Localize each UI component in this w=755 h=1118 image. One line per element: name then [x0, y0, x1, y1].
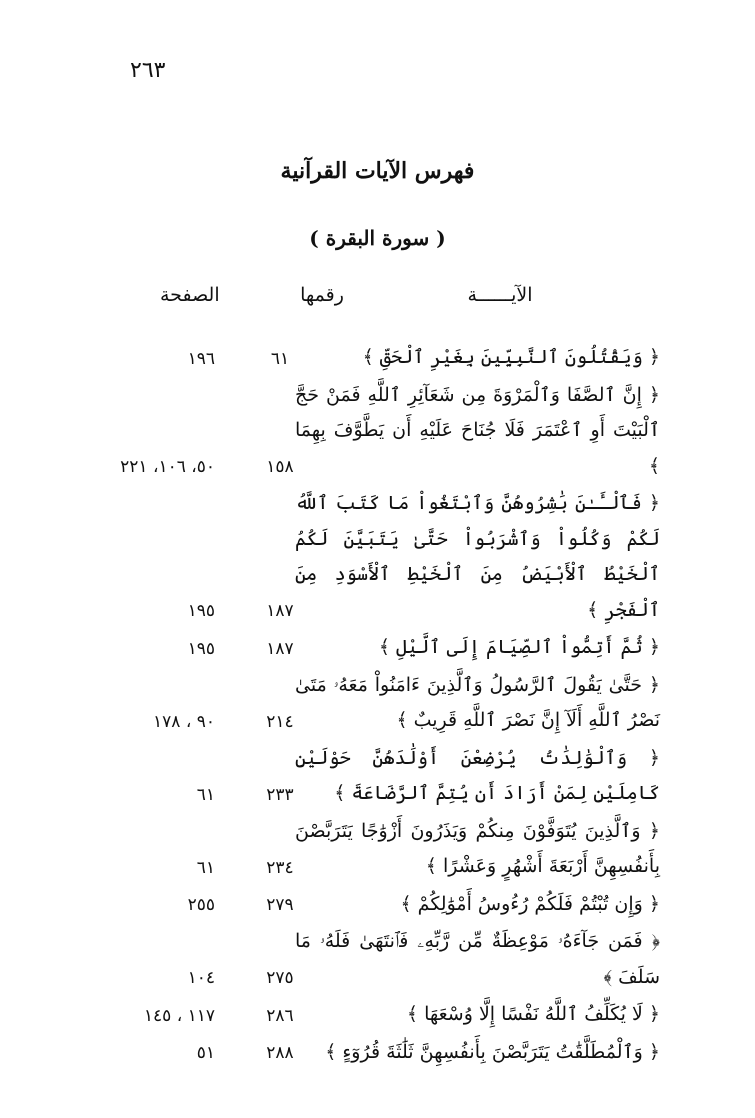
column-header-number: رقمها	[300, 284, 344, 306]
index-entry	[100, 997, 660, 1033]
verse-number: ٢٧٩	[266, 895, 294, 915]
index-entry	[100, 924, 660, 995]
index-entry	[100, 668, 660, 739]
index-entry	[100, 486, 660, 628]
verse-text: ﴿ حَتَّىٰ يَقُولَ ٱلرَّسُولُ وَٱلَّذِينَ ءَامَنُواْ مَعَهُۥ مَتَىٰ نَصْرُ ٱللَّهِ أَلَآ إِنَّ نَصْرَ ٱللَّهِ قَرِيبٌ ﴾	[295, 673, 660, 731]
verse-text: ﴿ وَٱلَّذِينَ يُتَوَفَّوْنَ مِنكُمْ وَيَذَرُونَ أَزْوَٰجًا يَتَرَبَّصْنَ بِأَنفُسِهِنَّ أَرْبَعَةَ أَشْهُرٍ وَعَشْرًا ﴾	[295, 819, 660, 877]
verse-number: ٢٧٥	[266, 968, 294, 988]
verse-index-list	[100, 340, 660, 1072]
verse-number: ١٨٧	[266, 638, 294, 659]
verse-number: ٢٣٣	[266, 784, 294, 805]
index-entry	[100, 340, 660, 376]
verse-number: ٢٣٤	[266, 857, 294, 878]
verse-number: ٢٨٦	[266, 1005, 294, 1026]
verse-number: ٢٨٨	[266, 1043, 294, 1063]
page-references: ٥٠، ١٠٦، ٢٢١	[120, 457, 215, 477]
verse-text: ﴿ ثُمَّ أَتِمُّواْ ٱلصِّيَامَ إِلَى ٱلَّيْلِ ﴾	[378, 636, 660, 658]
index-entry	[100, 630, 660, 666]
verse-text: ﴿ فَٱلْـَٔـٰنَ بَٰشِرُوهُنَّ وَٱبْتَغُواْ مَا كَتَبَ ٱللَّهُ لَكُمْ وَكُلُواْ وَٱشْرَبُواْ حَتَّىٰ يَتَبَيَّنَ لَكُمُ ٱلْخَيْطُ ٱلْأَبْيَضُ مِنَ ٱلْخَيْطِ ٱلْأَسْوَدِ مِنَ ٱلْفَجْرِ ﴾	[295, 492, 660, 621]
column-header-verse: الآيــــــة	[467, 284, 533, 306]
page-references: ٥١	[196, 1043, 215, 1063]
page-references: ٢٥٥	[187, 895, 215, 915]
page-references: ٩٠ ، ١٧٨	[153, 711, 215, 732]
page-references: ١٠٤	[187, 968, 215, 988]
verse-text: ﴿ فَمَن جَآءَهُۥ مَوْعِظَةٌ مِّن رَّبِّهِۦ فَٱنتَهَىٰ فَلَهُۥ مَا سَلَفَ ﴾	[295, 930, 660, 988]
page-number: ٢٦٣	[130, 58, 166, 83]
index-entry	[100, 887, 660, 923]
page-title: فهرس الآيات القرآنية	[280, 158, 475, 184]
page-references: ٦١	[196, 857, 215, 878]
verse-number: ٢١٤	[266, 711, 294, 732]
page-references: ١٩٦	[187, 348, 215, 369]
page-references: ١٩٥	[187, 601, 215, 621]
index-entry	[100, 814, 660, 885]
verse-number: ١٥٨	[266, 457, 294, 477]
verse-number: ١٨٧	[266, 601, 294, 621]
page-references: ١٩٥	[187, 638, 215, 659]
index-entry	[100, 378, 660, 485]
page-references: ١١٧ ، ١٤٥	[143, 1005, 215, 1026]
verse-text: ﴿ وَٱلْوَٰلِدَٰتُ يُرْضِعْنَ أَوْلَٰدَهُنَّ حَوْلَيْنِ كَامِلَيْنِ لِمَنْ أَرَادَ أَن يُتِمَّ ٱلرَّضَاعَةَ ﴾	[295, 746, 660, 804]
column-header-page: الصفحة	[160, 284, 220, 306]
index-entry	[100, 741, 660, 812]
page-references: ٦١	[196, 784, 215, 805]
verse-text: ﴿ وَٱلْمُطَلَّقَٰتُ يَتَرَبَّصْنَ بِأَنفُسِهِنَّ ثَلَٰثَةَ قُرُوٓءٍ ﴾	[325, 1040, 660, 1063]
verse-text: ﴿ وَإِن تُبْتُمْ فَلَكُمْ رُءُوسُ أَمْوَٰلِكُمْ ﴾	[400, 892, 660, 915]
verse-number: ٦١	[270, 348, 290, 369]
index-entry	[100, 1035, 660, 1071]
verse-text: ﴿ إِنَّ ٱلصَّفَا وَٱلْمَرْوَةَ مِن شَعَآئِرِ ٱللَّهِ فَمَنْ حَجَّ ٱلْبَيْتَ أَوِ ٱعْتَمَرَ فَلَا جُنَاحَ عَلَيْهِ أَن يَطَّوَّفَ بِهِمَا ﴾	[295, 383, 660, 477]
verse-text: ﴿ وَيَقْتُلُونَ ٱلنَّبِيِّينَ بِغَيْرِ ٱلْحَقِّ ﴾	[362, 346, 660, 368]
verse-text: ﴿ لَا يُكَلِّفُ ٱللَّهُ نَفْسًا إِلَّا وُسْعَهَا ﴾	[406, 1003, 660, 1025]
surah-heading: ( سورة البقرة )	[309, 226, 446, 250]
